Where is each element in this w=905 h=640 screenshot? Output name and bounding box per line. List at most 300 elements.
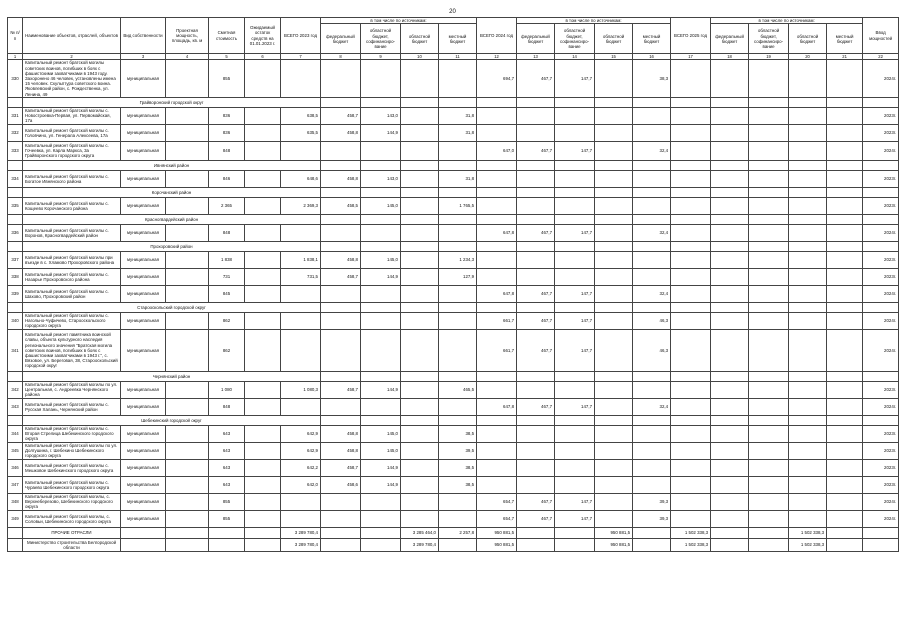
cell-local-2024 (633, 442, 671, 459)
section-empty-cell (671, 371, 711, 381)
table-row (8, 329, 899, 371)
cell-local-2024: 39,3 (633, 493, 671, 510)
cell-commissioning: 2024г. (863, 141, 899, 160)
cell-federal-2024: 467,7 (517, 285, 555, 302)
section-empty-cell (477, 302, 517, 312)
cell-capacity (166, 398, 209, 415)
cell-local-2023 (439, 398, 477, 415)
cell-total-2024: 661,7 (477, 329, 517, 371)
cell-federal-2024 (517, 476, 555, 493)
cell-federal-2025 (711, 224, 749, 241)
cell-total-2024 (477, 442, 517, 459)
cell-ownership: муниципальная (121, 251, 166, 268)
section-empty-cell (749, 97, 789, 107)
cell-object-name: Капитальный ремонт братской могилы с. Головчино, ул. Генерала Алексеева, 17а (23, 124, 121, 141)
cell-ownership: муниципальная (121, 476, 166, 493)
table-body (8, 60, 899, 551)
cell-capacity (166, 381, 209, 398)
cell-local-2025 (827, 459, 863, 476)
table-row (8, 107, 899, 124)
cell-total-2024: 654,7 (477, 510, 517, 527)
col-header-local-2023: местный бюджет (439, 24, 477, 54)
section-empty-cell (711, 214, 749, 224)
cell-number: 341 (8, 329, 23, 371)
cell-cofin-2023 (361, 224, 401, 241)
cell-federal-2023 (321, 538, 361, 551)
cell-regional-2024 (595, 141, 633, 160)
cell-local-2023: 31,8 (439, 170, 477, 187)
table-row (8, 459, 899, 476)
cell-local-2025 (827, 476, 863, 493)
cell-federal-2025 (711, 268, 749, 285)
cell-remaining (245, 251, 281, 268)
cell-ownership: муниципальная (121, 425, 166, 442)
col-header-remaining: Ожидаемый остаток средств на 01.01.2023 г. (245, 18, 281, 54)
cell-total-2024: 950 881,5 (477, 527, 517, 538)
section-empty-cell (671, 160, 711, 170)
cell-regional-2024 (595, 398, 633, 415)
cell-local-2025 (827, 527, 863, 538)
cell-object-name: Капитальный ремонт братской могилы по ул. Долгушина, г. Шебекино Шебекинского городского округа (23, 442, 121, 459)
cell-total-2024 (477, 268, 517, 285)
cell-number: 348 (8, 493, 23, 510)
cell-remaining (245, 141, 281, 160)
cell-federal-2025 (711, 107, 749, 124)
section-empty-cell (555, 187, 595, 197)
investment-table (7, 17, 899, 552)
cell-regional-2024 (595, 381, 633, 398)
section-empty-cell (595, 187, 633, 197)
cell-local-2025 (827, 538, 863, 551)
cell-local-2024 (633, 170, 671, 187)
col-header-commissioning: Ввод мощностей (863, 18, 899, 54)
cell-cofin-2024 (555, 268, 595, 285)
cell-regional-2025 (789, 251, 827, 268)
cell-remaining (245, 510, 281, 527)
section-row (8, 187, 899, 197)
cell-remaining (245, 398, 281, 415)
cell-local-2023: 1 234,3 (439, 251, 477, 268)
cell-regional-2024 (595, 224, 633, 241)
cell-number: 338 (8, 268, 23, 285)
cell-cost: 848 (209, 141, 245, 160)
cell-cost: 855 (209, 510, 245, 527)
cell-regional-2025 (789, 312, 827, 329)
section-empty-cell (789, 241, 827, 251)
cell-regional-2023 (401, 251, 439, 268)
cell-ownership: муниципальная (121, 268, 166, 285)
cell-number: 330 (8, 60, 23, 97)
cell-total-2023 (281, 510, 321, 527)
section-empty-cell (361, 241, 401, 251)
section-empty-cell (595, 214, 633, 224)
col-header-name: Наименование объектов, отраслей, объектов (23, 18, 121, 54)
section-empty-cell (517, 302, 555, 312)
cell-federal-2023: 458,5 (321, 197, 361, 214)
cell-cofin-2025 (749, 329, 789, 371)
section-title: Красногвардейский район (23, 214, 321, 224)
cell-cofin-2024: 147,7 (555, 60, 595, 97)
section-spacer (8, 160, 23, 170)
cell-total-2024 (477, 476, 517, 493)
cell-local-2023: 127,9 (439, 268, 477, 285)
cell-regional-2024 (595, 251, 633, 268)
section-empty-cell (439, 415, 477, 425)
section-empty-cell (633, 214, 671, 224)
cell-federal-2024: 467,7 (517, 60, 555, 97)
cell-remaining (245, 285, 281, 302)
cell-total-2025 (671, 459, 711, 476)
cell-regional-2025 (789, 425, 827, 442)
cell-total-2025 (671, 107, 711, 124)
section-empty-cell (789, 97, 827, 107)
cell-object-name: Капитальный ремонт братской могилы по ул. Центральная, с. Андреевка Чернянского района (23, 381, 121, 398)
cell-local-2025 (827, 251, 863, 268)
col-header-local-2024: местный бюджет (633, 24, 671, 54)
cell-total-2024 (477, 107, 517, 124)
column-number: 16 (633, 54, 671, 60)
col-header-total-2024: ВСЕГО 2024 год (477, 18, 517, 54)
cell-ownership: муниципальная (121, 381, 166, 398)
cell-ownership: муниципальная (121, 510, 166, 527)
column-number: 13 (517, 54, 555, 60)
cell-regional-2025 (789, 510, 827, 527)
cell-number (8, 538, 23, 551)
cell-total-2025 (671, 141, 711, 160)
cell-cofin-2023: 143,0 (361, 170, 401, 187)
cell-federal-2025 (711, 425, 749, 442)
cell-capacity (166, 459, 209, 476)
cell-regional-2025 (789, 476, 827, 493)
table-row (8, 493, 899, 510)
cell-total-2025 (671, 329, 711, 371)
column-number: 10 (401, 54, 439, 60)
cell-federal-2025 (711, 251, 749, 268)
section-empty-cell (633, 415, 671, 425)
cell-regional-2025 (789, 170, 827, 187)
table-row (8, 312, 899, 329)
column-number: 4 (166, 54, 209, 60)
cell-cost: 836 (209, 107, 245, 124)
section-empty-cell (749, 241, 789, 251)
column-number: 12 (477, 54, 517, 60)
cell-number: 331 (8, 107, 23, 124)
cell-commissioning: 2023г. (863, 442, 899, 459)
cell-local-2025 (827, 60, 863, 97)
cell-cofin-2024 (555, 459, 595, 476)
cell-regional-2025 (789, 141, 827, 160)
cell-local-2023: 465,5 (439, 381, 477, 398)
section-empty-cell (401, 302, 439, 312)
cell-ownership: муниципальная (121, 493, 166, 510)
cell-local-2023 (439, 312, 477, 329)
cell-total-2025 (671, 381, 711, 398)
cell-total-2023 (281, 60, 321, 97)
section-empty-cell (321, 187, 361, 197)
section-empty-cell (633, 302, 671, 312)
section-spacer (8, 241, 23, 251)
cell-local-2025 (827, 381, 863, 398)
cell-local-2025 (827, 107, 863, 124)
cell-cofin-2024 (555, 425, 595, 442)
cell-object-name: Капитальный ремонт братской могилы с. Чураево Шебекинского городского округа (23, 476, 121, 493)
cell-commissioning: 2023г. (863, 251, 899, 268)
cell-capacity (166, 251, 209, 268)
cell-total-2025 (671, 442, 711, 459)
cell-regional-2025: 1 502 338,3 (789, 538, 827, 551)
column-number: 17 (671, 54, 711, 60)
cell-total-2023: 642,0 (281, 476, 321, 493)
cell-capacity (166, 527, 209, 538)
cell-regional-2025 (789, 398, 827, 415)
cell-local-2024: 38,3 (633, 60, 671, 97)
cell-cofin-2024: 147,7 (555, 493, 595, 510)
section-row (8, 160, 899, 170)
section-empty-cell (671, 214, 711, 224)
cell-number: 336 (8, 224, 23, 241)
cell-federal-2023: 458,8 (321, 442, 361, 459)
table-row (8, 251, 899, 268)
column-number: 8 (321, 54, 361, 60)
cell-federal-2025 (711, 329, 749, 371)
column-number: 3 (121, 54, 166, 60)
cell-commissioning: 2024г. (863, 329, 899, 371)
section-empty-cell (863, 302, 899, 312)
col-header-federal-2023: федеральный бюджет (321, 24, 361, 54)
cell-regional-2025 (789, 329, 827, 371)
cell-commissioning: 2023г. (863, 459, 899, 476)
cell-federal-2023 (321, 493, 361, 510)
section-spacer (8, 187, 23, 197)
table-row (8, 197, 899, 214)
section-spacer (8, 415, 23, 425)
section-empty-cell (711, 160, 749, 170)
cell-regional-2024: 950 881,5 (595, 527, 633, 538)
cell-cofin-2023: 144,9 (361, 459, 401, 476)
cell-cofin-2025 (749, 459, 789, 476)
cell-regional-2023 (401, 268, 439, 285)
cell-regional-2025 (789, 493, 827, 510)
cell-total-2024: 647,8 (477, 224, 517, 241)
cell-federal-2024: 467,7 (517, 329, 555, 371)
column-number: 22 (863, 54, 899, 60)
cell-cofin-2025 (749, 141, 789, 160)
cell-cofin-2023: 145,0 (361, 442, 401, 459)
section-empty-cell (555, 371, 595, 381)
cell-total-2025 (671, 197, 711, 214)
cell-local-2025 (827, 442, 863, 459)
section-empty-cell (711, 302, 749, 312)
cell-total-2023: 642,9 (281, 425, 321, 442)
cell-cofin-2024: 147,7 (555, 329, 595, 371)
group-header-2025: в том числе по источникам: (711, 18, 863, 24)
section-empty-cell (595, 415, 633, 425)
cell-cost: 643 (209, 459, 245, 476)
section-empty-cell (633, 371, 671, 381)
cell-cost: 845 (209, 285, 245, 302)
cell-federal-2025 (711, 476, 749, 493)
cell-cofin-2024 (555, 107, 595, 124)
cell-cost (209, 527, 245, 538)
section-empty-cell (439, 97, 477, 107)
cell-total-2023 (281, 398, 321, 415)
cell-total-2025 (671, 493, 711, 510)
cell-cofin-2024: 147,7 (555, 510, 595, 527)
cell-total-2025: 1 502 338,3 (671, 527, 711, 538)
cell-object-name: Капитальный ремонт братской могилы с. Назарье Прохоровского района (23, 268, 121, 285)
column-number: 19 (749, 54, 789, 60)
cell-federal-2023: 458,6 (321, 476, 361, 493)
table-row (8, 476, 899, 493)
cell-regional-2023 (401, 170, 439, 187)
cell-cofin-2023: 144,9 (361, 381, 401, 398)
cell-cofin-2025 (749, 476, 789, 493)
cell-regional-2025 (789, 124, 827, 141)
cell-cost: 643 (209, 442, 245, 459)
cell-federal-2023: 458,7 (321, 459, 361, 476)
section-empty-cell (555, 415, 595, 425)
section-empty-cell (789, 214, 827, 224)
cell-object-name: Капитальный ремонт братской могилы с. Богатое Ивнянского района (23, 170, 121, 187)
cell-number: 334 (8, 170, 23, 187)
cell-regional-2024 (595, 124, 633, 141)
cell-cost: 855 (209, 493, 245, 510)
section-spacer (8, 214, 23, 224)
section-empty-cell (517, 97, 555, 107)
cell-capacity (166, 197, 209, 214)
cell-cost: 643 (209, 476, 245, 493)
cell-local-2023: 31,8 (439, 107, 477, 124)
section-empty-cell (555, 214, 595, 224)
cell-local-2025 (827, 398, 863, 415)
cell-capacity (166, 224, 209, 241)
cell-remaining (245, 224, 281, 241)
cell-total-2025 (671, 476, 711, 493)
cell-regional-2025 (789, 285, 827, 302)
cell-ownership (121, 527, 166, 538)
section-row (8, 241, 899, 251)
table-row (8, 398, 899, 415)
cell-local-2023 (439, 538, 477, 551)
table-row (8, 60, 899, 97)
cell-object-name: Капитальный ремонт братской могилы с. Нагольно-Чуфичево, Старооскольского городского округа (23, 312, 121, 329)
cell-local-2023: 38,5 (439, 459, 477, 476)
cell-cofin-2025 (749, 107, 789, 124)
section-empty-cell (827, 97, 863, 107)
col-header-cofin-2025: областной бюджет, софинансиро-вание (749, 24, 789, 54)
cell-commissioning: 2024г. (863, 285, 899, 302)
cell-cofin-2023 (361, 527, 401, 538)
section-empty-cell (555, 160, 595, 170)
cell-local-2025 (827, 425, 863, 442)
col-header-local-2025: местный бюджет (827, 24, 863, 54)
cell-local-2025 (827, 224, 863, 241)
section-empty-cell (517, 214, 555, 224)
cell-object-name: ПРОЧИЕ ОТРАСЛИ (23, 527, 121, 538)
section-empty-cell (321, 160, 361, 170)
cell-federal-2025 (711, 285, 749, 302)
section-empty-cell (749, 160, 789, 170)
section-empty-cell (711, 415, 749, 425)
cell-number: 337 (8, 251, 23, 268)
col-header-ownership: Вид собственности (121, 18, 166, 54)
cell-cofin-2023 (361, 60, 401, 97)
cell-cofin-2024 (555, 527, 595, 538)
cell-local-2024 (633, 381, 671, 398)
cell-federal-2024 (517, 459, 555, 476)
table-row (8, 381, 899, 398)
section-empty-cell (863, 371, 899, 381)
cell-federal-2024 (517, 381, 555, 398)
cell-local-2023 (439, 285, 477, 302)
cell-cost: 862 (209, 329, 245, 371)
cell-total-2024: 654,7 (477, 493, 517, 510)
cell-ownership: муниципальная (121, 197, 166, 214)
cell-total-2023: 642,2 (281, 459, 321, 476)
cell-remaining (245, 476, 281, 493)
section-empty-cell (863, 214, 899, 224)
cell-cost (209, 538, 245, 551)
cell-local-2025 (827, 510, 863, 527)
cell-total-2025: 1 502 338,3 (671, 538, 711, 551)
cell-total-2023 (281, 493, 321, 510)
section-empty-cell (863, 415, 899, 425)
section-empty-cell (401, 187, 439, 197)
section-empty-cell (439, 187, 477, 197)
cell-total-2025 (671, 285, 711, 302)
cell-local-2024 (633, 425, 671, 442)
cell-remaining (245, 493, 281, 510)
cell-total-2023: 731,5 (281, 268, 321, 285)
cell-object-name: Капитальный ремонт братской могилы с. Мешковое Шебекинского городского округа (23, 459, 121, 476)
section-empty-cell (401, 415, 439, 425)
cell-capacity (166, 425, 209, 442)
cell-federal-2023: 458,8 (321, 425, 361, 442)
cell-federal-2024 (517, 527, 555, 538)
cell-federal-2025 (711, 312, 749, 329)
cell-regional-2024 (595, 459, 633, 476)
section-empty-cell (439, 241, 477, 251)
cell-cost: 848 (209, 398, 245, 415)
cell-local-2023: 31,8 (439, 124, 477, 141)
cell-remaining (245, 60, 281, 97)
cell-federal-2024: 467,7 (517, 510, 555, 527)
cell-cofin-2024: 147,7 (555, 141, 595, 160)
cell-object-name: Капитальный ремонт братской могилы с. Шахово, Прохоровский район (23, 285, 121, 302)
section-spacer (8, 371, 23, 381)
section-empty-cell (863, 97, 899, 107)
section-empty-cell (401, 160, 439, 170)
cell-remaining (245, 107, 281, 124)
section-empty-cell (595, 302, 633, 312)
section-empty-cell (361, 415, 401, 425)
section-spacer (8, 302, 23, 312)
cell-regional-2024: 950 881,5 (595, 538, 633, 551)
cell-cofin-2023 (361, 329, 401, 371)
cell-local-2025 (827, 170, 863, 187)
section-empty-cell (671, 97, 711, 107)
cell-ownership: муниципальная (121, 60, 166, 97)
cell-total-2024 (477, 381, 517, 398)
section-empty-cell (401, 371, 439, 381)
cell-cofin-2023 (361, 141, 401, 160)
cell-cofin-2023: 145,0 (361, 425, 401, 442)
cell-remaining (245, 538, 281, 551)
cell-regional-2024 (595, 107, 633, 124)
section-empty-cell (789, 187, 827, 197)
cell-commissioning (863, 527, 899, 538)
section-empty-cell (321, 214, 361, 224)
